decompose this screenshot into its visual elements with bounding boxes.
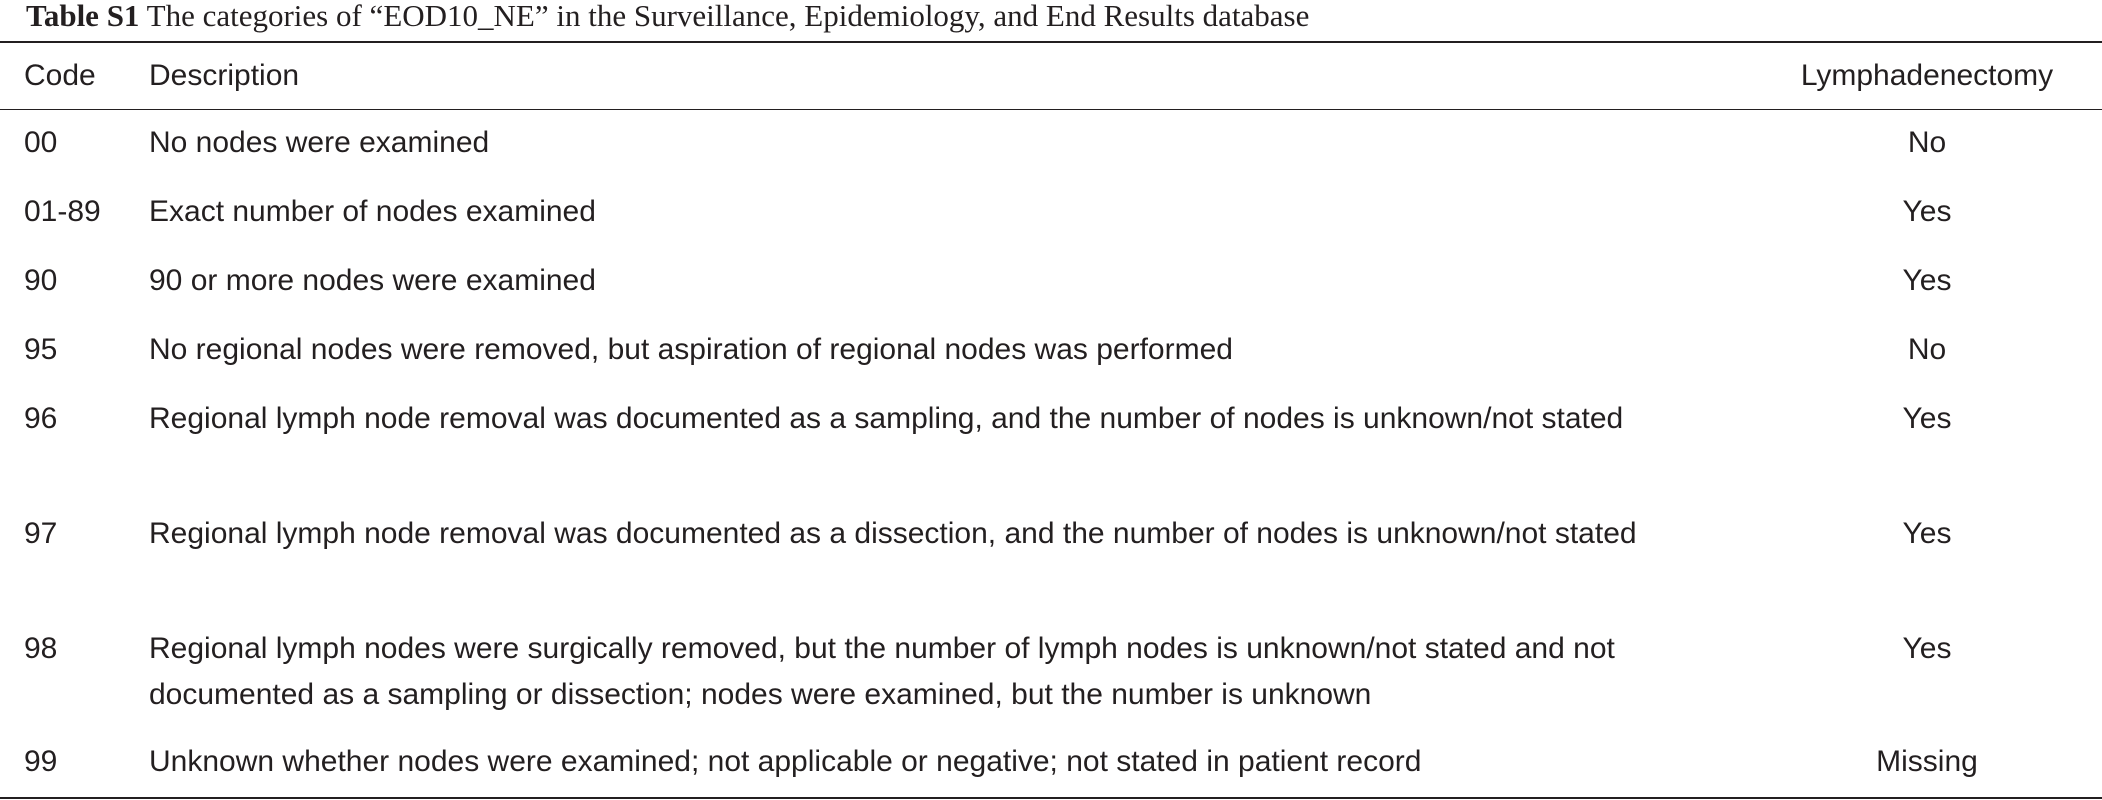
- cell-code: 99: [24, 745, 58, 778]
- table-row: [0, 384, 2102, 499]
- cell-description: Exact number of nodes examined: [149, 195, 596, 228]
- cell-code: 97: [24, 517, 58, 550]
- cell-lymphadenectomy: Missing: [1876, 745, 1978, 778]
- column-header-code: Code: [24, 59, 96, 92]
- cell-lymphadenectomy: Yes: [1902, 402, 1952, 435]
- cell-code: 96: [24, 402, 58, 435]
- table-caption-text: The categories of “EOD10_NE” in the Surveillance, Epidemiology, and End Results database: [146, 0, 1310, 33]
- cell-code: 98: [24, 632, 58, 665]
- cell-description: No regional nodes were removed, but aspiration of regional nodes was performed: [149, 333, 1233, 366]
- cell-lymphadenectomy: Yes: [1902, 517, 1952, 550]
- cell-description: Regional lymph nodes were surgically removed, but the number of lymph nodes is unknown/not stated and not documented as a sampling or dissection; nodes were examined, but the number is unknown: [149, 632, 1615, 711]
- table-row: [0, 729, 2102, 798]
- cell-code: 95: [24, 333, 58, 366]
- categories-table: [0, 43, 2102, 798]
- table-header-row: [0, 43, 2102, 109]
- cell-code: 01-89: [24, 195, 101, 228]
- table-row: [0, 315, 2102, 384]
- cell-description: Regional lymph node removal was documented as a dissection, and the number of nodes is unknown/not stated: [149, 517, 1637, 550]
- cell-lymphadenectomy: Yes: [1902, 195, 1952, 228]
- cell-lymphadenectomy: Yes: [1902, 632, 1952, 665]
- cell-description: Unknown whether nodes were examined; not applicable or negative; not stated in patient record: [149, 745, 1422, 778]
- table-caption: [26, 0, 1309, 36]
- cell-description: Regional lymph node removal was documented as a sampling, and the number of nodes is unknown/not stated: [149, 402, 1624, 435]
- cell-lymphadenectomy: Yes: [1902, 264, 1952, 297]
- column-header-description: Description: [149, 59, 300, 92]
- column-header-lymphadenectomy: Lymphadenectomy: [1800, 59, 2054, 92]
- cell-description: No nodes were examined: [149, 126, 490, 159]
- table-row: [0, 614, 2102, 729]
- cell-description: 90 or more nodes were examined: [149, 264, 596, 297]
- cell-lymphadenectomy: No: [1907, 126, 1947, 159]
- table-row: [0, 246, 2102, 315]
- cell-lymphadenectomy: No: [1907, 333, 1947, 366]
- table-row: [0, 499, 2102, 614]
- table-caption-label: Table S1: [26, 0, 140, 33]
- table-row: [0, 109, 2102, 177]
- table-row: [0, 177, 2102, 246]
- cell-code: 00: [24, 126, 58, 159]
- cell-code: 90: [24, 264, 58, 297]
